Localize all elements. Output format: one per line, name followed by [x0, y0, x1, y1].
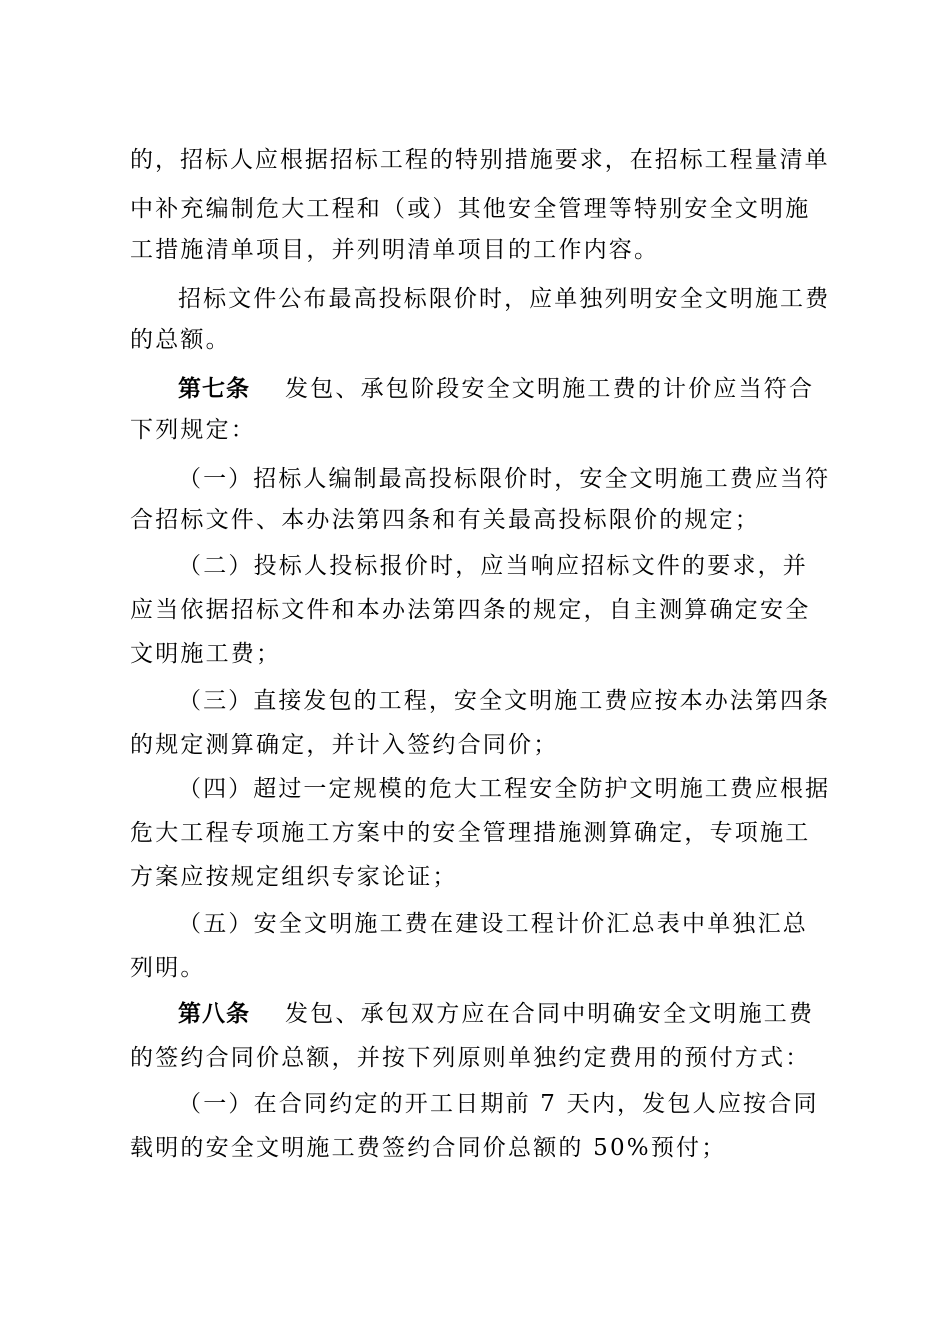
text-line: 列明。	[130, 955, 206, 981]
text-line: （一）在合同约定的开工日期前 7 天内，发包人应按合同	[178, 1091, 819, 1117]
article-heading: 第七条	[178, 375, 250, 402]
text-line: 发包、承包阶段安全文明施工费的计价应当符合	[285, 376, 815, 402]
text-line: （二）投标人投标报价时，应当响应招标文件的要求，并	[178, 553, 808, 579]
text-line: 合招标文件、本办法第四条和有关最高投标限价的规定；	[130, 507, 760, 533]
text-line: 工措施清单项目，并列明清单项目的工作内容。	[130, 237, 660, 263]
article-heading: 第八条	[178, 1000, 250, 1027]
text-line: 的规定测算确定，并计入签约合同价；	[130, 732, 559, 758]
text-line: 危大工程专项施工方案中的安全管理措施测算确定，专项施工	[130, 820, 811, 846]
text-line: 文明施工费；	[130, 641, 282, 667]
text-line: 的签约合同价总额，并按下列原则单独约定费用的预付方式：	[130, 1045, 811, 1071]
text-line: 下列规定：	[130, 417, 256, 443]
text-line: 发包、承包双方应在合同中明确安全文明施工费	[285, 1001, 815, 1027]
text-line: 载明的安全文明施工费签约合同价总额的 50%预付；	[130, 1135, 727, 1161]
text-line: （一）招标人编制最高投标限价时，安全文明施工费应当符	[178, 466, 831, 492]
text-line: 招标文件公布最高投标限价时，应单独列明安全文明施工费	[178, 286, 831, 312]
text-line: （三）直接发包的工程，安全文明施工费应按本办法第四条	[178, 688, 831, 714]
text-line: 中补充编制危大工程和（或）其他安全管理等特别安全文明施	[130, 196, 811, 222]
text-line: 的总额。	[130, 327, 231, 353]
text-line: 的，招标人应根据招标工程的特别措施要求，在招标工程量清单	[130, 147, 830, 173]
text-line: 方案应按规定组织专家论证；	[130, 864, 458, 890]
text-line: （四）超过一定规模的危大工程安全防护文明施工费应根据	[178, 776, 831, 802]
text-line: （五）安全文明施工费在建设工程计价汇总表中单独汇总	[178, 911, 808, 937]
text-line: 应当依据招标文件和本办法第四条的规定，自主测算确定安全	[130, 597, 811, 623]
